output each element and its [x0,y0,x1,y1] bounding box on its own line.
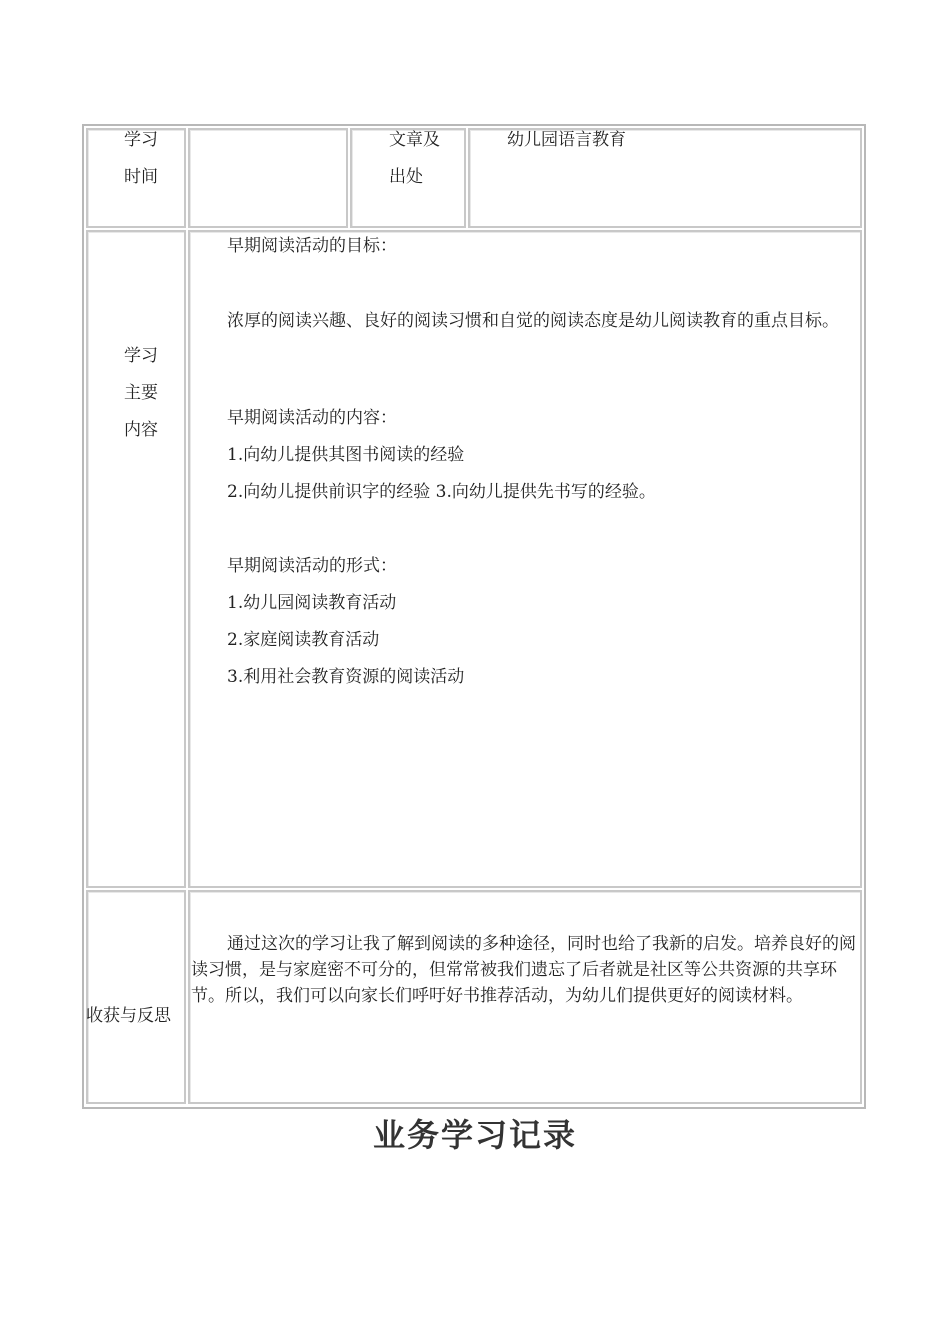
goal-heading: 早期阅读活动的目标： [227,236,397,256]
reflection-label-cell [86,890,186,1104]
content-item: 1.向幼儿提供其图书阅读的经验 [227,445,465,465]
content-item: 2.向幼儿提供前识字的经验 3.向幼儿提供先书写的经验。 [227,482,656,502]
content-heading: 早期阅读活动的内容： [227,408,397,428]
form-heading: 早期阅读活动的形式： [227,556,397,576]
page-title: 业务学习记录 [372,1116,577,1154]
content-label: 学习 主要 内容 [124,346,158,440]
reflection-text: 通过这次的学习让我了解到阅读的多种途径，同时也给了我新的启发。培养良好的阅读习惯，是与家庭密不可分的，但常常被我们遗忘了后者就是社区等公共资源的共享环节。所以，我们可以向家长们呼吁好书推荐活动，为幼儿们提供更好的阅读材料。 [191,934,856,1006]
content-label-cell [86,230,186,888]
source-value: 幼儿园语言教育 [507,130,626,150]
reflection-label: 收获与反思 [86,1006,171,1026]
form-item: 3.利用社会教育资源的阅读活动 [227,667,465,687]
form-item: 2.家庭阅读教育活动 [227,630,380,650]
time-value-cell [188,128,348,228]
goal-text: 浓厚的阅读兴趣、良好的阅读习惯和自觉的阅读态度是幼儿阅读教育的重点目标。 [227,311,839,331]
source-label: 文章及 出处 [389,130,440,187]
form-item: 1.幼儿园阅读教育活动 [227,593,397,613]
time-label: 学习 时间 [124,130,158,187]
